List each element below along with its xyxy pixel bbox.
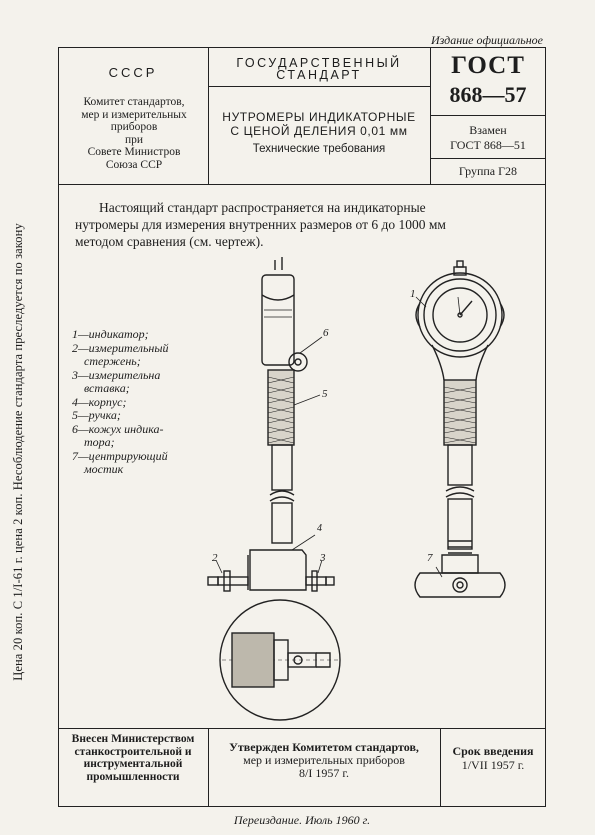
bore-gauge-drawing	[180, 255, 540, 725]
document-subtitle: Технические требования	[252, 143, 386, 155]
label-2: 2	[212, 552, 218, 564]
group-divider	[430, 158, 546, 159]
effective-date: Срок введения 1/VII 1957 г.	[452, 744, 534, 772]
official-edition-note: Издание официальное	[430, 33, 543, 47]
footer-top-line	[58, 728, 546, 729]
label-3: 3	[320, 552, 326, 564]
document-title: НУТРОМЕРЫ ИНДИКАТОРНЫЕ С ЦЕНОЙ ДЕЛЕНИЯ 0,01 мм	[222, 110, 416, 138]
title-divider	[208, 86, 430, 87]
committee-block: Комитет стандартов, мер и измерительных приборов при Совете Министров Союза ССР	[81, 96, 187, 171]
reissue-note: Переиздание. Июль 1960 г.	[233, 813, 371, 827]
country-label: СССР	[108, 65, 158, 80]
group-label: Группа Г28	[458, 164, 518, 178]
label-6: 6	[323, 327, 329, 339]
gost-label: ГОСТ	[451, 52, 525, 79]
label-1-right: 1	[410, 288, 416, 300]
replaces-label: Взамен	[469, 123, 507, 137]
gost-divider	[430, 115, 546, 116]
gost-number: 868—57	[449, 82, 527, 107]
label-7: 7	[427, 552, 433, 564]
label-4: 4	[317, 523, 322, 534]
approved-by: Утвержден Комитетом стандартов, мер и измерительных приборов 8/I 1957 г.	[229, 740, 419, 780]
introduced-by: Внесен Министерством станкостроительной и инструментальной промышленности	[71, 733, 195, 783]
intro-paragraph: Настоящий стандарт распространяется на индикаторные нутромеры для измерения внутренних размеров от 6 до 1000 мм методом сравнения (см. чертеж).	[75, 200, 446, 249]
label-5: 5	[322, 388, 328, 400]
replaces-value: ГОСТ 868—51	[450, 138, 526, 152]
parts-legend: 1—индикатор; 2—измерительный стержень; 3—измерительна вставка; 4—корпус; 5—ручка; 6—кожух индика- тора; 7—центрирующий мостик	[72, 327, 169, 476]
price-side-note: Цена 20 коп. С 1/I-61 г. цена 2 коп. Несоблюдение стандарта преследуется по закону	[11, 223, 25, 681]
header-bottom-line	[58, 184, 546, 185]
standard-type: ГОСУДАРСТВЕННЫЙ СТАНДАРТ	[236, 56, 402, 82]
